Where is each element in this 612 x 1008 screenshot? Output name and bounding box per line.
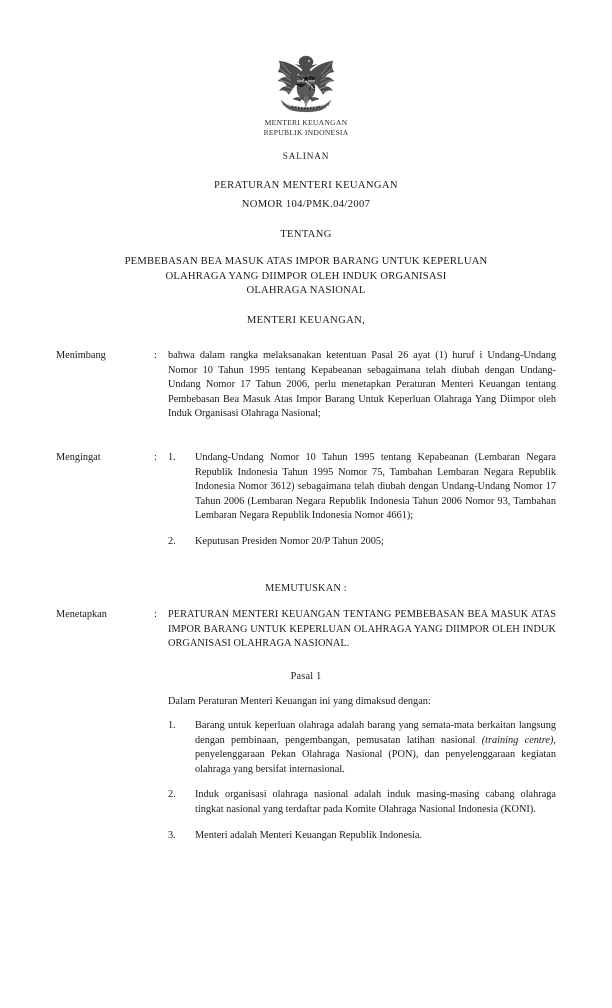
subject-line-3: OLAHRAGA NASIONAL [246,285,366,296]
subject-line-1: PEMBEBASAN BEA MASUK ATAS IMPOR BARANG UNTUK KEPERLUAN [124,256,488,267]
considering-clause [56,349,556,422]
article-1-heading: Pasal 1 [290,671,322,682]
list-item-marker: 2. [168,535,176,547]
letterhead-caption [0,118,612,138]
list-item-marker: 3. [168,829,176,841]
recalling-colon: : [154,452,157,463]
regulation-number: NOMOR 104/PMK.04/2007 [241,199,371,210]
list-item [168,829,556,844]
recalling-label: Mengingat [56,452,101,463]
list-item-marker: 1. [168,452,176,463]
deciding-heading: MEMUTUSKAN : [265,583,347,594]
regulation-type: PERATURAN MENTERI KEUANGAN [214,180,398,191]
list-item-text: Keputusan Presiden Nomor 20/P Tahun 2005; [195,535,384,547]
considering-text: bahwa dalam rangka melaksanakan ketentuan Pasal 26 ayat (1) huruf i Undang-Undang Nomor 10 Tahun 1995 tentang Kepabeanan sebagaimana telah diubah dengan Undang-Undang Nomor 17 Tahun 2006, perlu menetapkan Peraturan Menteri Keuangan tentang Pembebasan Bea Masuk Atas Impor Barang Untuk Keperluan Olahraga Yang Diimpor oleh Induk Organisasi Olahraga Nasional; [168,350,556,420]
subject-line-2: OLAHRAGA YANG DIIMPOR OLEH INDUK ORGANISASI [165,270,447,282]
stipulating-clause [56,608,556,652]
recalling-clause [56,451,556,550]
list-item-marker: 1. [168,720,176,731]
letterhead [0,52,612,161]
definition-text-part-2: , penyelenggaraan Pekan Olahraga Nasional (PON), dan penyelenggaraan kegiatan olahraga yang bersifat internasional. [195,734,556,775]
article-1-definitions [168,719,556,843]
considering-label: Menimbang [56,350,106,361]
stipulating-label: Menetapkan [56,609,107,620]
letterhead-line-ministry: MENTERI KEUANGAN [264,118,348,127]
stipulating-colon: : [154,609,157,620]
definition-italic-term: (training centre) [481,734,554,746]
about-label: TENTANG [280,229,332,240]
list-item [168,451,556,524]
list-item [168,535,556,550]
definition-text-part-1: Barang untuk keperluan olahraga adalah barang yang semata-mata berkaitan langsung dengan pembinaan, pengembangan, pemusatan latihan nasional [195,720,556,746]
article-1-lead-in: Dalam Peraturan Menteri Keuangan ini yang dimaksud dengan: [168,696,431,707]
issuing-authority: MENTERI KEUANGAN, [246,315,366,326]
list-item-text [195,719,556,777]
letterhead-line-republic: REPUBLIK INDONESIA [263,128,349,138]
list-item-text: Induk organisasi olahraga nasional adalah induk masing-masing cabang olahraga tingkat nasional yang terdaftar pada Komite Olahraga Nasional Indonesia (KONI). [195,789,556,815]
list-item [168,719,556,777]
recalling-list [168,451,556,550]
title-block [56,176,556,299]
list-item [168,788,556,817]
list-item-text: Menteri adalah Menteri Keuangan Republik Indonesia. [195,829,423,841]
garuda-pancasila-emblem [269,52,343,116]
list-item-marker: 2. [168,789,176,801]
copy-marker: SALINAN [282,151,330,162]
list-item-text: Undang-Undang Nomor 10 Tahun 1995 tentang Kepabeanan (Lembaran Negara Republik Indonesia Tahun 1995 Nomor 75, Tambahan Lembaran Negara Republik Indonesia Nomor 3612) sebagaimana telah diubah dengan Undang-Undang Nomor 17 Tahun 2006 (Lembaran Negara Republik Indonesia Tahun 2006 Nomor 93, Tambahan Lembaran Negara Republik Indonesia Nomor 4661); [195,452,556,522]
considering-colon: : [154,350,157,361]
stipulating-text: PERATURAN MENTERI KEUANGAN TENTANG PEMBEBASAN BEA MASUK ATAS IMPOR BARANG UNTUK KEPERLUAN OLAHRAGA YANG DIIMPOR OLEH INDUK ORGANISASI OLAHRAGA NASIONAL. [168,609,556,650]
